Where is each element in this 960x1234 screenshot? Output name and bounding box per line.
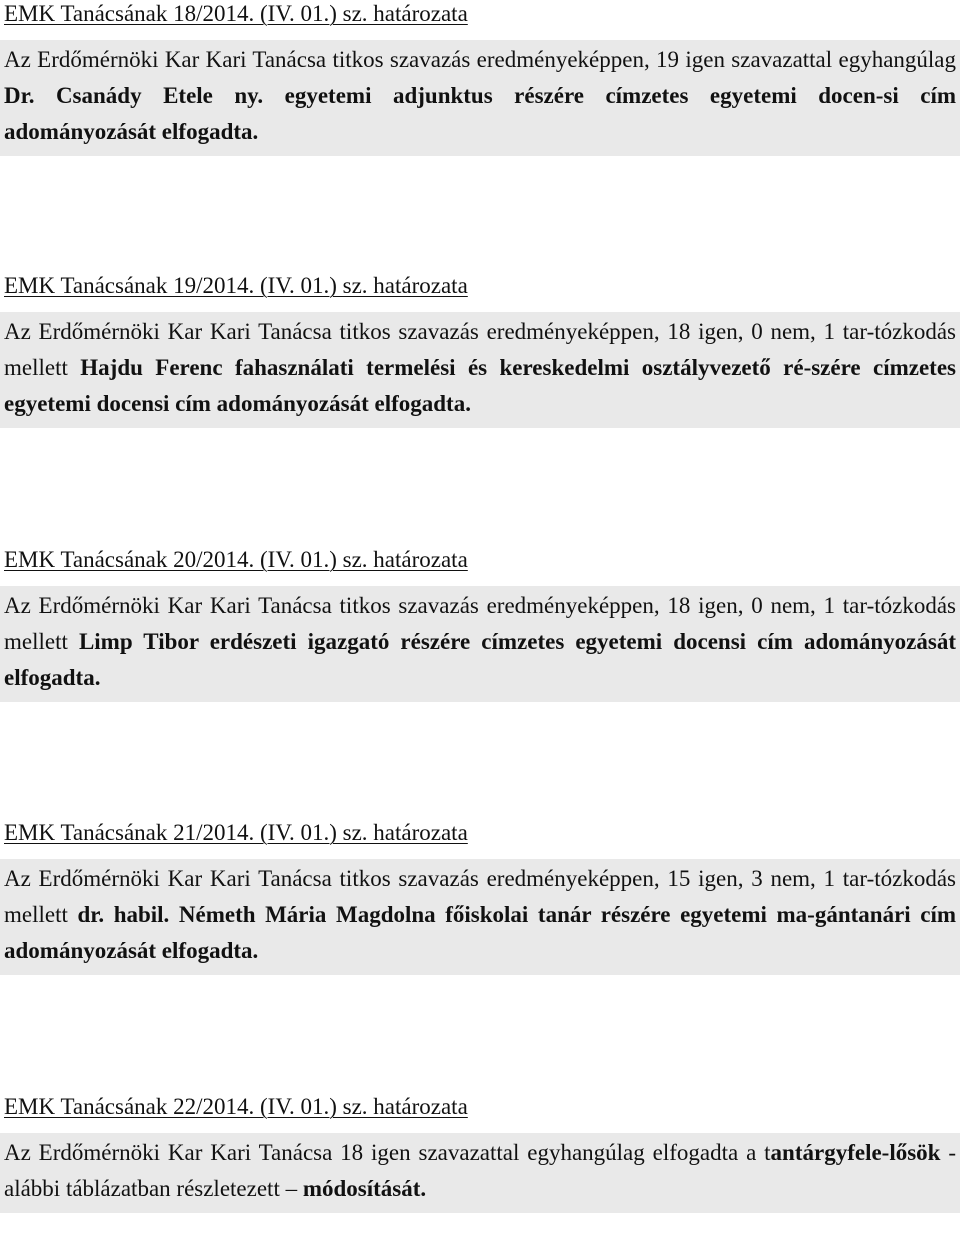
resolution-text: Az Erdőmérnöki Kar Kari Tanácsa titkos szavazás eredményeképpen, 18 igen, 0 nem, 1 tar-tózkodás mellett <box>4 319 956 380</box>
resolution-decision: antárgyfele-lősök <box>770 1140 941 1165</box>
resolution-decision: Dr. Csanády Etele ny. egyetemi adjunktus részére címzetes egyetemi docen-si cím adományozását elfogadta. <box>4 83 956 144</box>
resolution-body <box>0 1133 960 1213</box>
resolution-18 <box>0 0 960 156</box>
resolution-text: Az Erdőmérnöki Kar Kari Tanácsa titkos szavazás eredményeképpen, 15 igen, 3 nem, 1 tar-tózkodás mellett <box>4 866 956 927</box>
resolution-body <box>0 859 960 975</box>
resolution-decision: Limp Tibor erdészeti igazgató részére címzetes egyetemi docensi cím adományozását elfogadta. <box>4 629 957 690</box>
resolution-title: EMK Tanácsának 21/2014. (IV. 01.) sz. határozata <box>4 820 468 845</box>
resolution-text: Az Erdőmérnöki Kar Kari Tanácsa titkos szavazás eredményeképpen, 19 igen szavazattal egyhangúlag <box>4 47 956 72</box>
resolution-decision: Hajdu Ferenc fahasználati termelési és kereskedelmi osztályvezető ré-szére címzetes egyetemi docensi cím adományozását elfogadta. <box>4 355 956 416</box>
resolution-title: EMK Tanácsának 18/2014. (IV. 01.) sz. határozata <box>4 1 468 26</box>
resolution-21 <box>0 819 960 975</box>
resolution-text-middle: - alábbi táblázatban részletezett – <box>4 1140 957 1201</box>
resolution-22 <box>0 1093 960 1213</box>
resolution-decision: dr. habil. Németh Mária Magdolna főiskolai tanár részére egyetemi ma-gántanári cím adományozását elfogadta. <box>4 902 957 963</box>
resolution-body <box>0 312 960 428</box>
resolution-body <box>0 586 960 702</box>
resolution-text: Az Erdőmérnöki Kar Kari Tanácsa 18 igen szavazattal egyhangúlag elfogadta a t <box>4 1140 771 1165</box>
resolution-body <box>0 40 960 156</box>
resolution-title: EMK Tanácsának 22/2014. (IV. 01.) sz. határozata <box>4 1094 468 1119</box>
resolution-text: Az Erdőmérnöki Kar Kari Tanácsa titkos szavazás eredményeképpen, 18 igen, 0 nem, 1 tar-tózkodás mellett <box>4 593 956 654</box>
resolution-title: EMK Tanácsának 20/2014. (IV. 01.) sz. határozata <box>4 547 468 572</box>
resolution-title: EMK Tanácsának 19/2014. (IV. 01.) sz. határozata <box>4 273 468 298</box>
resolution-decision-end: módosítását. <box>302 1176 427 1201</box>
resolution-20 <box>0 546 960 702</box>
resolution-19 <box>0 272 960 428</box>
